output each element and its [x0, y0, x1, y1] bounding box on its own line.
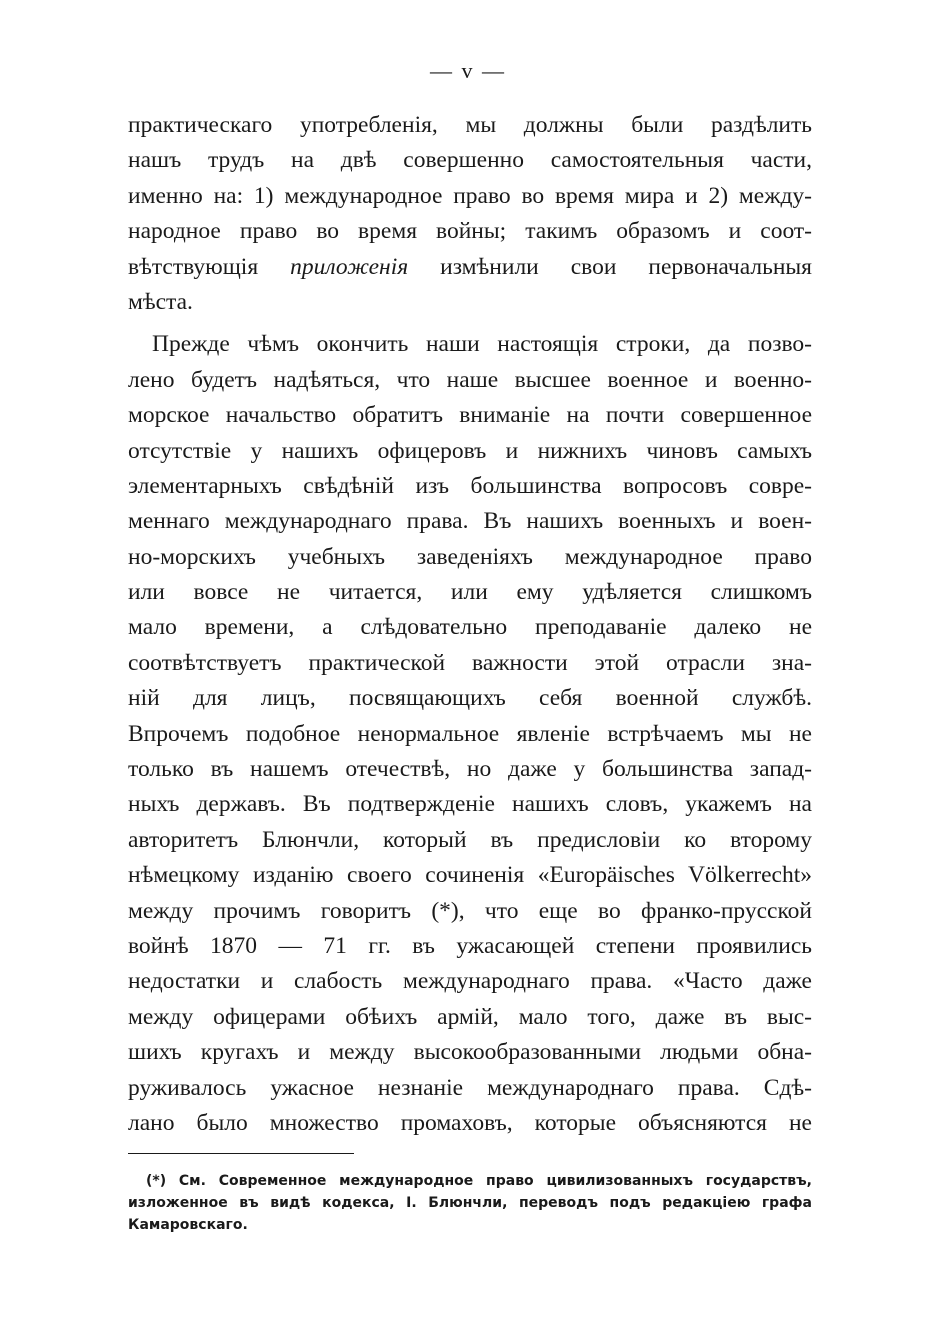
- main-text: [128, 108, 812, 1141]
- text-line: соотвѣтствуетъ практической важности этой отрасли зна-: [128, 649, 812, 676]
- footnote: [128, 1170, 812, 1236]
- text-line: элементарныхъ свѣдѣній изъ большинства вопросовъ совре-: [128, 472, 812, 499]
- text-line: лано было множество промаховъ, которые объясняются не: [128, 1109, 812, 1136]
- paragraph-2: [128, 327, 812, 1141]
- text-line: или вовсе не читается, или ему удѣляется слишкомъ: [128, 579, 812, 606]
- text-segment: измѣнили свои первоначальныя: [408, 253, 812, 280]
- text-line: Прежде чѣмъ окончить наши настоящія строки, да позво-: [152, 331, 812, 358]
- text-line: нѣмецкому изданію своего сочиненія «Europäisches Völkerrecht»: [128, 862, 812, 889]
- text-line: именно на: 1) международное право во время мира и 2) между-: [128, 182, 812, 209]
- footnote-line: изложенное въ видѣ кодекса, І. Блюнчли, переводъ подъ редакціею графа: [128, 1195, 812, 1211]
- text-line: ній для лицъ, посвящающихъ себя военной службѣ.: [128, 685, 812, 712]
- text-line: но-морскихъ учебныхъ заведеніяхъ международное право: [128, 543, 812, 570]
- text-line: нашъ трудъ на двѣ совершенно самостоятельныя части,: [128, 147, 812, 174]
- text-line: недостатки и слабость международнаго права. «Часто даже: [128, 968, 812, 995]
- text-line: отсутствіе у нашихъ офицеровъ и нижнихъ чиновъ самыхъ: [128, 437, 812, 464]
- text-line: народное право во время войны; такимъ образомъ и соот-: [128, 218, 812, 245]
- text-line: мало времени, а слѣдовательно преподаваніе далеко не: [128, 614, 812, 641]
- text-line: войнѣ 1870 — 71 гг. въ ужасающей степени проявились: [128, 932, 812, 959]
- text-segment: вѣтствующія: [128, 253, 291, 280]
- text-line: между прочимъ говоритъ (*), что еще во франко-прусской: [128, 897, 812, 924]
- footnote-line: (*) См. Современное международное право цивилизованныхъ государствъ,: [146, 1173, 812, 1189]
- text-line: мѣста.: [128, 288, 193, 315]
- paragraph-gap: [128, 320, 812, 327]
- text-line: меннаго международнаго права. Въ нашихъ военныхъ и воен-: [128, 508, 812, 535]
- footnote-line: Камаровскаго.: [128, 1217, 248, 1233]
- text-line: морское начальство обратитъ вниманіе на почти совершенное: [128, 402, 812, 429]
- text-line: Впрочемъ подобное ненормальное явленіе встрѣчаемъ мы не: [128, 720, 812, 747]
- text-line: лено будетъ надѣяться, что наше высшее военное и военно-: [128, 366, 812, 393]
- text-line: шихъ кругахъ и между высокообразованными людьми обна-: [128, 1039, 812, 1066]
- footnote-divider: [128, 1153, 354, 1154]
- text-line: между офицерами обѣихъ армій, мало того, даже въ выс-: [128, 1003, 812, 1030]
- page-number: — v —: [430, 58, 506, 83]
- text-line: практическаго употребленія, мы должны были раздѣлить: [128, 112, 812, 138]
- italic-term: приложенія: [290, 253, 409, 280]
- text-line: ныхъ державъ. Въ подтвержденіе нашихъ словъ, укажемъ на: [128, 791, 812, 818]
- paragraph-1: [128, 108, 812, 320]
- text-line: [128, 250, 812, 285]
- text-line: только въ нашемъ отечествѣ, но даже у большинства запад-: [128, 756, 812, 783]
- text-line: авторитетъ Блюнчли, который въ предисловіи ко второму: [128, 826, 812, 853]
- text-line: руживалось ужасное незнаніе международнаго права. Сдѣ-: [128, 1074, 812, 1101]
